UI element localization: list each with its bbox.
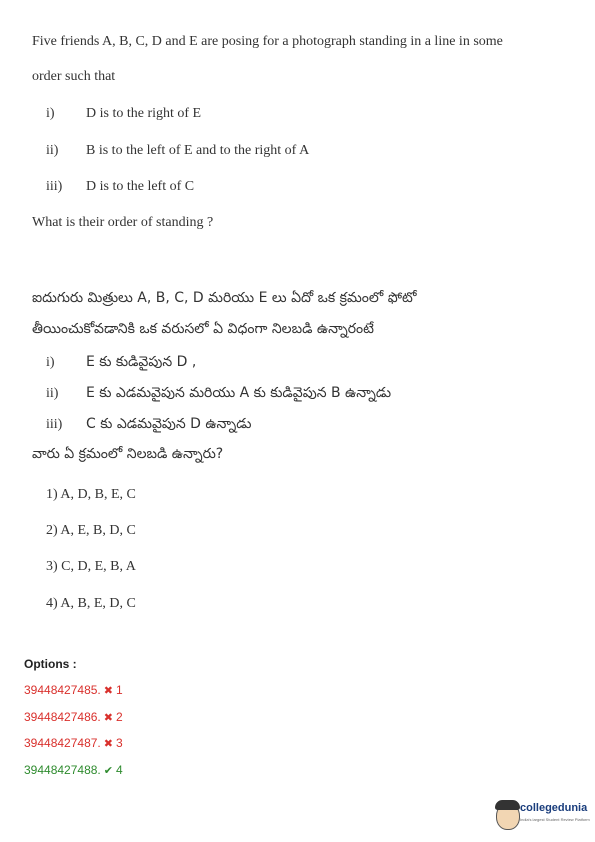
condition-row: [46, 106, 201, 122]
condition-row: [46, 179, 194, 195]
condition-text: E కు ఎడమవైపున మరియు A కు కుడివైపున B ఉన్నాడు: [86, 385, 392, 401]
mascot-hair: [495, 800, 520, 810]
condition-number: ii): [46, 386, 59, 401]
option-value: 4: [115, 763, 123, 777]
logo-name: collegedunia: [520, 802, 588, 814]
check-icon: ✔: [103, 765, 113, 777]
condition-row: [46, 143, 309, 159]
telugu-condition-row: [46, 385, 391, 404]
condition-number: iii): [46, 179, 63, 194]
logo-tagline: India's largest Student Review Platform: [520, 817, 590, 822]
answer-choice: 2) A, E, B, D, C: [46, 523, 136, 538]
condition-text: D is to the right of E: [86, 106, 202, 121]
telugu-intro-line-2: తీయించుకోవడానికి ఒక వరుసలో ఏ విధంగా నిలబడి ఉన్నారంటే: [32, 321, 374, 337]
option-id: 39448427486.: [24, 710, 101, 724]
condition-number: i): [46, 355, 55, 370]
answer-choice: 4) A, B, E, D, C: [46, 596, 136, 611]
answer-choice: 1) A, D, B, E, C: [46, 487, 136, 502]
condition-number: iii): [46, 417, 63, 432]
collegedunia-logo: [496, 800, 592, 834]
intro-line-2: order such that: [32, 69, 116, 84]
option-row: [24, 736, 123, 750]
intro-line-1: Five friends A, B, C, D and E are posing for a photograph standing in a line in some: [32, 34, 503, 49]
option-row: [24, 683, 123, 697]
option-value: 1: [115, 683, 123, 697]
condition-text: E కు కుడివైపున D ,: [86, 354, 197, 370]
option-id: 39448427487.: [24, 736, 101, 750]
option-id: 39448427485.: [24, 683, 101, 697]
options-header: Options :: [24, 657, 77, 671]
telugu-condition-row: [46, 354, 196, 373]
telugu-intro-line-1: ఐదుగురు మిత్రులు A, B, C, D మరియు E లు ఏదో ఒక క్రమంలో ఫోటో: [32, 290, 417, 306]
condition-number: ii): [46, 143, 59, 158]
telugu-condition-row: [46, 416, 251, 435]
cross-icon: ✖: [103, 712, 113, 724]
option-row: [24, 710, 123, 724]
question-text: What is their order of standing ?: [32, 215, 214, 230]
cross-icon: ✖: [103, 685, 113, 697]
condition-text: D is to the left of C: [86, 179, 195, 194]
option-id: 39448427488.: [24, 763, 101, 777]
condition-text: B is to the left of E and to the right of A: [86, 143, 310, 158]
condition-text: C కు ఎడమవైపున D ఉన్నాడు: [86, 416, 252, 432]
option-value: 2: [115, 710, 123, 724]
condition-number: i): [46, 106, 55, 121]
telugu-question-text: వారు ఏ క్రమంలో నిలబడి ఉన్నారు?: [32, 446, 224, 462]
option-row: [24, 763, 123, 777]
cross-icon: ✖: [103, 738, 113, 750]
option-value: 3: [115, 736, 123, 750]
answer-choice: 3) C, D, E, B, A: [46, 559, 136, 574]
